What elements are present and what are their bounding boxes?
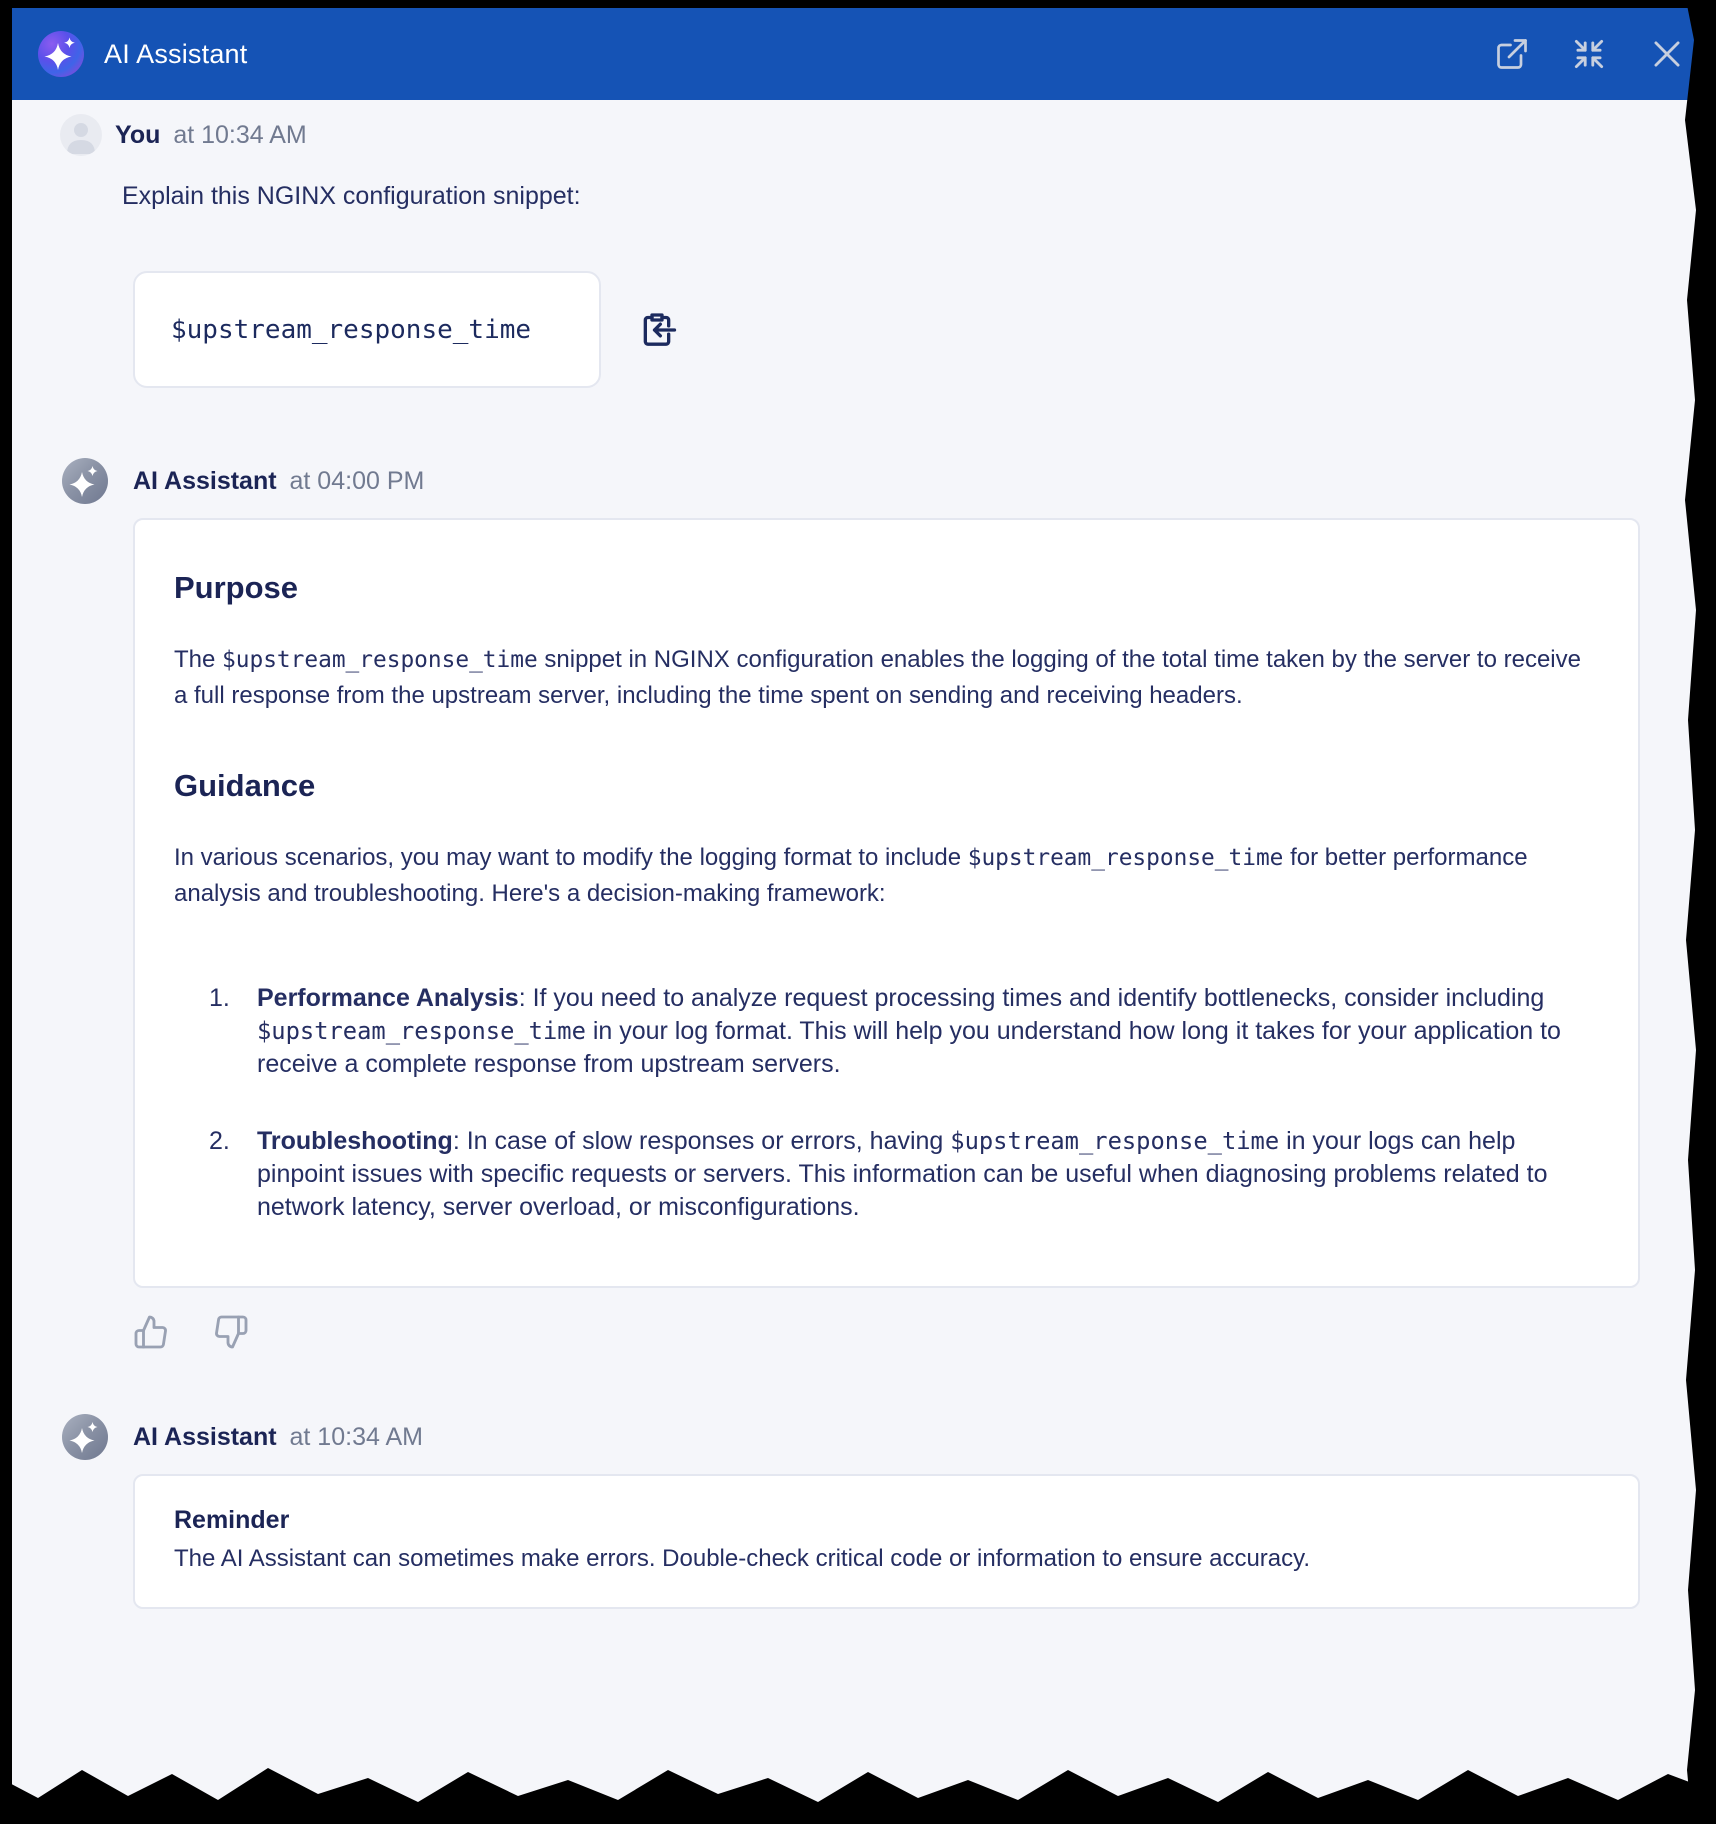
user-avatar: [60, 114, 102, 156]
ai-assistant-avatar-sparkle-icon: [62, 458, 108, 504]
list-number: 1.: [209, 984, 230, 1012]
list-item-text: Performance Analysis: If you need to analyze request processing times and identify bottlenecks, consider including $upstream_response_time in your log format. This will help you understand how long it takes for your application to receive a complete response from upstream servers.: [257, 984, 1561, 1078]
ai-message-header: [62, 458, 1716, 504]
ai-message-header: [62, 1414, 1716, 1460]
thumbs-up-icon[interactable]: [133, 1314, 169, 1350]
user-message-header: [60, 114, 1716, 156]
timestamp: at 04:00 PM: [289, 466, 425, 495]
reminder-title: Reminder: [174, 1506, 290, 1534]
sparkle-icon: [38, 31, 84, 77]
author-name: AI Assistant: [133, 466, 277, 495]
panel-header: [12, 8, 1716, 100]
list-item-text: Troubleshooting: In case of slow responses or errors, having $upstream_response_time in your logs can help pinpoint issues with specific requests or servers. This information can be useful when diagnosing problems related to network latency, server overload, or misconfigurations.: [257, 1127, 1548, 1221]
close-icon[interactable]: [1648, 35, 1686, 73]
section-heading-purpose: Purpose: [174, 570, 299, 605]
list-item: [209, 1125, 1594, 1224]
list-item: [209, 982, 1594, 1081]
ai-assistant-avatar-sparkle-icon: [62, 1414, 108, 1460]
code-snippet: $upstream_response_time: [171, 314, 532, 345]
timestamp: at 10:34 AM: [289, 1422, 423, 1451]
reminder-text: The AI Assistant can sometimes make errors. Double-check critical code or information to ensure accuracy.: [174, 1545, 1311, 1572]
thumbs-down-icon[interactable]: [213, 1314, 249, 1350]
guidance-body: In various scenarios, you may want to modify the logging format to include $upstream_response_time for better performance analysis and troubleshooting. Here's a decision-making framework:: [174, 844, 1528, 907]
feedback-bar: [133, 1314, 1640, 1350]
purpose-body: The $upstream_response_time snippet in NGINX configuration enables the logging of the total time taken by the server to receive a full response from the upstream server, including the time spent on sending and receiving headers.: [174, 646, 1581, 709]
list-number: 2.: [209, 1127, 230, 1155]
open-in-new-window-icon[interactable]: [1494, 36, 1530, 72]
ai-response-card: [133, 518, 1640, 1288]
paste-clipboard-icon[interactable]: [637, 310, 677, 350]
decision-framework-list: [174, 982, 1594, 1224]
code-snippet-box: [133, 271, 601, 388]
collapse-icon[interactable]: [1570, 35, 1608, 73]
header-actions: [1494, 35, 1686, 73]
timestamp: at 10:34 AM: [173, 120, 307, 149]
ai-assistant-panel: [12, 8, 1716, 1824]
author-name: You: [115, 120, 161, 149]
section-heading-guidance: Guidance: [174, 768, 316, 803]
panel-title: AI Assistant: [104, 38, 248, 69]
author-name: AI Assistant: [133, 1422, 277, 1451]
reminder-card: [133, 1474, 1640, 1609]
user-code-row: [133, 271, 1716, 388]
user-message-text: Explain this NGINX configuration snippet:: [122, 182, 581, 210]
